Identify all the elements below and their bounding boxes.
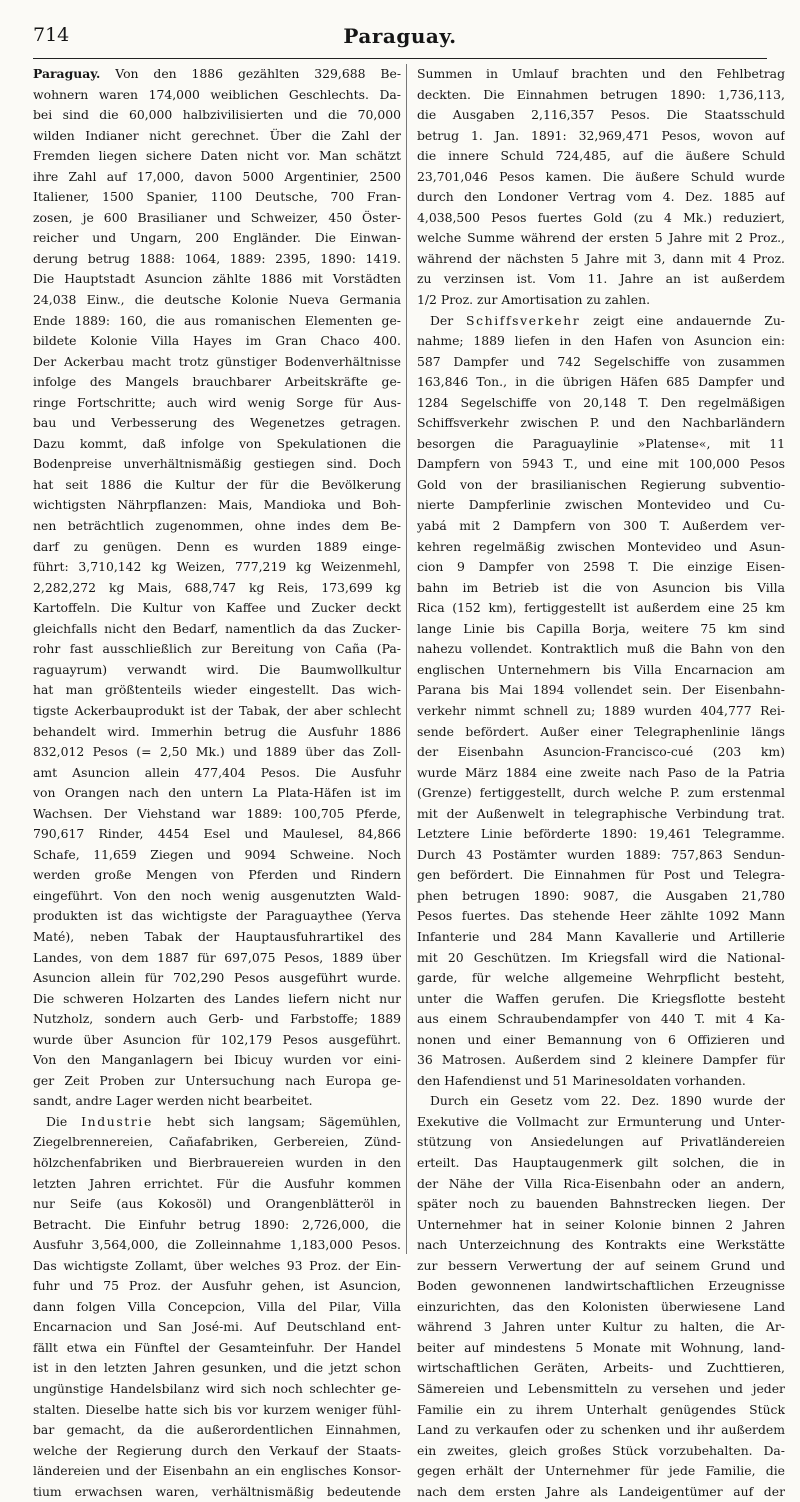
- line-text: ringe Fortschritte; auch wird wenig Sorge für Aus-: [33, 394, 401, 410]
- text-line: [33, 598, 401, 619]
- line-text: wurde März 1884 eine zweite nach Paso de la Patria: [417, 764, 785, 780]
- header-rule: [33, 58, 767, 59]
- line-text: cion 9 Dampfer von 2598 T. Die einzige Eisen-: [417, 559, 785, 575]
- line-text: Italiener, 1500 Spanier, 1100 Deutsche, 700 Fran-: [33, 189, 401, 205]
- column-divider: [406, 64, 407, 1254]
- line-text: später noch zu bauenden Bahnstrecken liegen. Der: [417, 1196, 785, 1212]
- text-line: [417, 105, 785, 126]
- line-text: rohr fast ausschließlich zur Bereitung von Caña (Pa-: [33, 641, 401, 657]
- line-text: gen befördert. Die Einnahmen für Post und Telegra-: [417, 867, 785, 883]
- text-line: [33, 1461, 401, 1482]
- text-line: [417, 1441, 785, 1462]
- text-line: [33, 1194, 401, 1215]
- line-text: kehren regelmäßig zwischen Montevideo und Asun-: [417, 538, 785, 554]
- text-line: [417, 968, 785, 989]
- line-text: einzurichten, das den Kolonisten überwiesene Land: [417, 1298, 785, 1314]
- line-text: hat man größtenteils wieder eingestellt. Das wich-: [33, 682, 401, 698]
- text-line: [33, 1050, 401, 1071]
- text-line: [33, 557, 401, 578]
- line-text: nur Seife (aus Kokosöl) und Orangenblätteröl in: [33, 1196, 401, 1212]
- line-text: während 3 Jahren unter Kultur zu halten, die Ar-: [417, 1319, 785, 1335]
- text-line: [33, 906, 401, 927]
- text-line: [33, 352, 401, 373]
- line-text: während der nächsten 5 Jahre mit 3, dann mit 4 Proz.: [417, 250, 785, 266]
- text-line: [33, 537, 401, 558]
- line-text: Sämereien und Lebensmitteln zu versehen und jeder: [417, 1381, 785, 1396]
- text-line: [33, 701, 401, 722]
- line-text: Dazu kommt, daß infolge von Spekulationen die: [33, 435, 401, 451]
- text-line: [417, 516, 785, 537]
- line-text: hebt sich langsam; Sägemühlen,: [152, 1113, 401, 1129]
- line-text: behandelt wird. Immerhin betrug die Ausfuhr 1886: [33, 723, 401, 739]
- line-text: 24,038 Einw., die deutsche Kolonie Nueva Germania: [33, 292, 401, 308]
- line-prefix: Der: [430, 312, 467, 328]
- text-line: [417, 927, 785, 948]
- line-text: Infanterie und 284 Mann Kavallerie und Artillerie: [417, 928, 785, 944]
- text-line: [33, 948, 401, 969]
- text-line: [33, 413, 401, 434]
- line-text: 832,012 Pesos (= 2,50 Mk.) und 1889 über das Zoll-: [33, 744, 401, 760]
- text-line: [417, 1030, 785, 1051]
- line-text: Maté), neben Tabak der Hauptausfuhrartikel des: [33, 928, 401, 944]
- text-line: [417, 1482, 785, 1502]
- text-line: [417, 804, 785, 825]
- line-text: Von den 1886 gezählten 329,688 Be-: [100, 66, 401, 81]
- line-text: tigste Ackerbauprodukt ist der Tabak, der aber schlecht: [33, 702, 401, 718]
- line-text: ihre Zahl auf 17,000, davon 5000 Argentinier, 2500: [33, 168, 401, 184]
- text-line: [417, 1194, 785, 1215]
- text-line: [33, 1235, 401, 1256]
- line-text: yabá mit 2 Dampfern von 300 T. Außerdem ver-: [417, 518, 785, 534]
- text-line: [33, 64, 401, 85]
- line-prefix: Die: [46, 1113, 82, 1129]
- line-text: Kartoffeln. Die Kultur von Kaffee und Zucker deckt: [33, 600, 401, 616]
- line-text: bar gemacht, da die außerordentlichen Einnahmen,: [33, 1422, 401, 1438]
- line-text: produkten ist das wichtigste der Paraguaythee (Yerva: [33, 908, 401, 924]
- text-line: [417, 824, 785, 845]
- line-text: 2,282,272 kg Mais, 688,747 kg Reis, 173,699 kg: [33, 579, 401, 595]
- text-line: [33, 393, 401, 414]
- line-text: phen betrugen 1890: 9087, die Ausgaben 21,780: [417, 887, 785, 903]
- text-line: [33, 824, 401, 845]
- line-text: garde, für welche allgemeine Wehrpflicht besteht,: [417, 970, 785, 986]
- article-lemma: Paraguay.: [33, 66, 101, 81]
- text-line: [417, 1112, 785, 1133]
- line-text: ger Zeit Proben zur Untersuchung nach Europa ge-: [33, 1072, 401, 1088]
- line-text: lange Linie bis Capilla Borja, weitere 75 km sind: [417, 620, 785, 636]
- line-text: Letztere Linie beförderte 1890: 19,461 Telegramme.: [417, 826, 785, 842]
- text-line: [33, 372, 401, 393]
- line-text: Schiffsverkehr zwischen P. und den Nachbarländern: [417, 415, 785, 431]
- text-line: [33, 126, 401, 147]
- text-line: [417, 722, 785, 743]
- text-line: [417, 475, 785, 496]
- text-line: [33, 167, 401, 188]
- section-keyword: Industrie: [81, 1113, 153, 1129]
- text-line: [33, 1420, 401, 1441]
- text-line: [417, 249, 785, 270]
- line-text: zeigt eine andauernde Zu-: [580, 312, 785, 328]
- line-text: Ziegelbrennereien, Cañafabriken, Gerbereien, Zünd-: [33, 1134, 401, 1150]
- line-text: nach dem ersten Jahre als Landeigentümer auf der: [417, 1483, 785, 1499]
- left-column: [33, 64, 401, 1502]
- line-text: ein zweites, gleich großes Stück vorzubehalten. Da-: [417, 1442, 785, 1458]
- text-line: [33, 1256, 401, 1277]
- line-text: hat seit 1886 die Kultur der für die Bevölkerung: [33, 476, 401, 492]
- text-line: [417, 1420, 785, 1441]
- line-text: Rica (152 km), fertiggestellt ist außerdem eine 25 km: [417, 600, 785, 616]
- text-line: [417, 290, 785, 311]
- text-line: [33, 1276, 401, 1297]
- text-line: [33, 187, 401, 208]
- text-line: [417, 537, 785, 558]
- text-line: [417, 1174, 785, 1195]
- line-text: darf zu genügen. Denn es wurden 1889 einge-: [33, 538, 401, 554]
- text-line: [417, 187, 785, 208]
- line-text: eingeführt. Von den noch wenig ausgenutzten Wald-: [33, 887, 401, 903]
- text-line: [417, 393, 785, 414]
- line-text: dann folgen Villa Concepcion, Villa del Pilar, Villa: [33, 1298, 401, 1314]
- text-line: [417, 1050, 785, 1071]
- line-text: Unternehmer hat in seiner Kolonie binnen 2 Jahren: [417, 1216, 785, 1232]
- line-text: aus einem Schraubendampfer von 440 T. mit 4 Ka-: [417, 1011, 785, 1027]
- line-text: welche der Regierung durch den Verkauf der Staats-: [33, 1442, 401, 1458]
- text-line: [33, 1482, 401, 1502]
- text-line: [417, 557, 785, 578]
- text-line: [33, 989, 401, 1010]
- line-text: mit der Außenwelt in telegraphische Verbindung trat.: [417, 805, 785, 821]
- text-line: [417, 372, 785, 393]
- text-line: [417, 1215, 785, 1236]
- text-line: [33, 1174, 401, 1195]
- text-line: [417, 331, 785, 352]
- text-line: [33, 660, 401, 681]
- line-text: stalten. Dieselbe hatte sich bis vor kurzem weniger fühl-: [33, 1401, 401, 1417]
- text-line: [417, 948, 785, 969]
- line-text: zu verzinsen ist. Vom 11. Jahre an ist außerdem: [417, 271, 785, 287]
- text-line: [417, 1379, 785, 1400]
- text-line: [417, 454, 785, 475]
- text-line: [417, 167, 785, 188]
- line-text: zur bessern Verwertung der auf seinem Grund und: [417, 1257, 785, 1273]
- text-line: [33, 1132, 401, 1153]
- line-text: der Eisenbahn Asuncion-Francisco-cué (203 km): [417, 744, 785, 760]
- line-text: bau und Verbesserung des Wegenetzes getragen.: [33, 415, 401, 431]
- line-text: Gold von der brasilianischen Regierung subventio-: [417, 476, 785, 492]
- line-text: Nutzholz, sondern auch Gerb- und Farbstoffe; 1889: [33, 1011, 401, 1027]
- text-line: [417, 146, 785, 167]
- text-line: [417, 989, 785, 1010]
- text-line: [33, 208, 401, 229]
- text-line: [33, 804, 401, 825]
- text-line: [33, 1400, 401, 1421]
- page-number: 714: [33, 24, 70, 46]
- text-line: [33, 105, 401, 126]
- text-line: [33, 619, 401, 640]
- line-text: derung betrug 1888: 1064, 1889: 2395, 1890: 1419.: [33, 250, 401, 266]
- line-text: gleichfalls nicht den Bedarf, namentlich da das Zucker-: [33, 620, 401, 636]
- line-text: reicher und Ungarn, 200 Engländer. Die Einwan-: [33, 230, 401, 246]
- text-line: [417, 1276, 785, 1297]
- line-text: Schafe, 11,659 Ziegen und 9094 Schweine. Noch: [33, 846, 401, 862]
- line-text: nach Unterzeichnung des Kontrakts eine Werkstätte: [417, 1237, 785, 1253]
- text-line: [33, 680, 401, 701]
- line-text: erteilt. Das Hauptaugenmerk gilt solchen, die in: [417, 1154, 785, 1170]
- line-text: Ende 1889: 160, die aus romanischen Elementen ge-: [33, 312, 401, 328]
- line-text: fällt etwa ein Fünftel der Gesamteinfuhr. Der Handel: [33, 1339, 401, 1355]
- text-line: [417, 578, 785, 599]
- line-text: welche Summe während der ersten 5 Jahre mit 2 Proz.,: [417, 230, 785, 246]
- line-text: tium erwachsen waren, verhältnismäßig bedeutende: [33, 1483, 401, 1499]
- text-line: [33, 434, 401, 455]
- line-text: Von den Manganlagern bei Ibicuy wurden vor eini-: [33, 1052, 401, 1068]
- text-line: [417, 269, 785, 290]
- line-text: Familie ein zu ihrem Unterhalt genügendes Stück: [417, 1401, 785, 1417]
- text-line: [33, 516, 401, 537]
- line-text: (Grenze) fertiggestellt, durch welche P. zum erstenmal: [417, 785, 785, 801]
- line-text: 4,038,500 Pesos fuertes Gold (zu 4 Mk.) reduziert,: [417, 209, 785, 225]
- text-line: [33, 290, 401, 311]
- text-line: [33, 722, 401, 743]
- line-text: raguayrum) verwandt wird. Die Baumwollkultur: [33, 661, 401, 677]
- line-text: nierte Dampferlinie zwischen Montevideo und Cu-: [417, 497, 785, 513]
- text-line: [417, 64, 785, 85]
- line-text: 587 Dampfer und 742 Segelschiffe von zusammen: [417, 353, 785, 369]
- line-text: Betracht. Die Einfuhr betrug 1890: 2,726,000, die: [33, 1216, 401, 1232]
- section-keyword: Schiffsverkehr: [466, 312, 581, 328]
- text-line: [417, 680, 785, 701]
- text-line: [417, 701, 785, 722]
- text-line: [33, 146, 401, 167]
- text-line: [33, 454, 401, 475]
- text-line: [33, 1215, 401, 1236]
- line-text: nen beträchtlich zugenommen, ohne indes dem Be-: [33, 518, 401, 534]
- text-line: [33, 249, 401, 270]
- line-text: nahezu vollendet. Kontraktlich muß die Bahn von den: [417, 641, 785, 657]
- text-line: [33, 578, 401, 599]
- text-line: [33, 311, 401, 332]
- line-text: infolge des Mangels brauchbarer Arbeitskräfte ge-: [33, 374, 401, 390]
- text-line: [33, 1009, 401, 1030]
- text-line: [417, 352, 785, 373]
- line-text: ländereien und der Eisenbahn an ein englisches Konsor-: [33, 1463, 401, 1479]
- text-line: [417, 1071, 785, 1092]
- text-line: [417, 845, 785, 866]
- text-line: [33, 742, 401, 763]
- text-line: [417, 1317, 785, 1338]
- line-text: sandt, andre Lager werden nicht bearbeitet.: [33, 1093, 313, 1109]
- line-text: Die schweren Holzarten des Landes liefern nicht nur: [33, 990, 401, 1006]
- line-text: Boden gewonnenen landwirtschaftlichen Erzeugnisse: [417, 1278, 785, 1294]
- text-line: [417, 1297, 785, 1318]
- text-line: [33, 639, 401, 660]
- line-text: sende befördert. Außer einer Telegraphenlinie längs: [417, 723, 785, 739]
- text-line: [417, 660, 785, 681]
- line-text: wilden Indianer nicht gerechnet. Über die Zahl der: [33, 127, 401, 143]
- text-line: [33, 331, 401, 352]
- text-line: [417, 413, 785, 434]
- text-line: [33, 845, 401, 866]
- text-line: [33, 783, 401, 804]
- line-text: Land zu verkaufen oder zu schenken und ihr außerdem: [417, 1422, 785, 1438]
- line-text: Der Ackerbau macht trotz günstiger Bodenverhältnisse: [33, 353, 401, 369]
- line-text: 1284 Segelschiffe von 20,148 T. Den regelmäßigen: [417, 394, 785, 410]
- line-text: Dampfern von 5943 T., und eine mit 100,000 Pesos: [417, 456, 785, 472]
- line-text: durch den Londoner Vertrag vom 4. Dez. 1885 auf: [417, 189, 785, 205]
- line-text: werden große Mengen von Pferden und Rindern: [33, 867, 401, 883]
- line-text: die Ausgaben 2,116,357 Pesos. Die Staatsschuld: [417, 107, 785, 123]
- line-text: ungünstige Handelsbilanz wird sich noch schlechter ge-: [33, 1381, 401, 1396]
- text-line: [417, 1461, 785, 1482]
- text-line: [33, 1441, 401, 1462]
- text-line: [33, 927, 401, 948]
- text-line: [33, 228, 401, 249]
- line-text: stützung von Ansiedelungen auf Privatländereien: [417, 1134, 785, 1150]
- line-text: der Nähe der Villa Rica-Eisenbahn oder an andern,: [417, 1175, 785, 1191]
- text-line: [33, 865, 401, 886]
- line-text: wichtigsten Nährpflanzen: Mais, Mandioka und Boh-: [33, 497, 401, 513]
- line-text: verkehr nimmt schnell zu; 1889 wurden 404,777 Rei-: [417, 702, 785, 718]
- line-text: Summen in Umlauf brachten und den Fehlbetrag: [417, 66, 785, 81]
- line-text: die innere Schuld 724,485, auf die äußere Schuld: [417, 148, 785, 164]
- line-text: den Hafendienst und 51 Marinesoldaten vorhanden.: [417, 1072, 746, 1088]
- line-text: 36 Matrosen. Außerdem sind 2 kleinere Dampfer für: [417, 1052, 785, 1068]
- line-text: fuhr und 75 Proz. der Ausfuhr gehen, ist Asuncion,: [33, 1278, 401, 1294]
- line-text: 163,846 Ton., in die übrigen Häfen 685 Dampfer und: [417, 374, 785, 390]
- line-text: bahn im Betrieb ist die von Asuncion bis Villa: [417, 579, 785, 595]
- line-text: ist in den letzten Jahren gesunken, und die jetzt schon: [33, 1360, 401, 1376]
- line-text: Exekutive die Vollmacht zur Ermunterung und Unter-: [417, 1113, 785, 1129]
- line-text: 23,701,046 Pesos kamen. Die äußere Schuld wurde: [417, 168, 785, 184]
- text-line: [33, 1112, 401, 1133]
- text-line: [417, 126, 785, 147]
- line-text: unter die Waffen gerufen. Die Kriegsflotte besteht: [417, 990, 785, 1006]
- text-line: [417, 1338, 785, 1359]
- text-line: [33, 1317, 401, 1338]
- text-line: [417, 783, 785, 804]
- line-text: 790,617 Rinder, 4454 Esel und Maulesel, 84,866: [33, 826, 401, 842]
- line-text: zosen, je 600 Brasilianer und Schweizer, 450 Öster-: [33, 209, 401, 225]
- text-line: [417, 228, 785, 249]
- text-line: [33, 85, 401, 106]
- text-line: [33, 968, 401, 989]
- text-line: [417, 865, 785, 886]
- line-text: bei sind die 60,000 halbzivilisierten und die 70,000: [33, 107, 401, 123]
- line-text: Landes, von dem 1887 für 697,075 Pesos, 1889 über: [33, 949, 401, 965]
- line-text: Durch ein Gesetz vom 22. Dez. 1890 wurde der: [430, 1093, 785, 1109]
- text-line: [33, 269, 401, 290]
- line-text: Encarnacion und San José-mi. Auf Deutschland ent-: [33, 1319, 401, 1335]
- line-text: letzten Jahren errichtet. Für die Ausfuhr kommen: [33, 1175, 401, 1191]
- text-line: [417, 1091, 785, 1112]
- line-text: von Orangen nach den untern La Plata-Häfen ist im: [33, 785, 401, 801]
- text-line: [417, 763, 785, 784]
- text-line: [33, 1379, 401, 1400]
- line-text: führt: 3,710,142 kg Weizen, 777,219 kg Weizenmehl,: [33, 559, 401, 575]
- line-text: wirtschaftlichen Geräten, Arbeits- und Zuchttieren,: [417, 1360, 785, 1376]
- line-text: wurde über Asuncion für 102,179 Pesos ausgeführt.: [33, 1031, 401, 1047]
- text-line: [33, 886, 401, 907]
- line-text: mit 20 Geschützen. Im Kriegsfall wird die National-: [417, 949, 785, 965]
- text-line: [417, 1358, 785, 1379]
- line-text: Pesos fuertes. Das stehende Heer zählte 1092 Mann: [417, 908, 785, 924]
- text-line: [33, 1030, 401, 1051]
- line-text: Parana bis Mai 1894 vollendet sein. Der Eisenbahn-: [417, 682, 785, 698]
- text-line: [417, 495, 785, 516]
- line-text: besorgen die Paraguaylinie »Platense«, mit 11: [417, 435, 785, 451]
- line-text: Die Hauptstadt Asuncion zählte 1886 mit Vorstädten: [33, 271, 401, 287]
- text-line: [417, 434, 785, 455]
- text-line: [417, 639, 785, 660]
- line-text: Durch 43 Postämter wurden 1889: 757,863 Sendun-: [417, 846, 785, 862]
- line-text: deckten. Die Einnahmen betrugen 1890: 1,736,113,: [417, 86, 785, 102]
- line-text: beiter auf mindestens 5 Monate mit Wohnung, land-: [417, 1339, 785, 1355]
- text-line: [417, 1400, 785, 1421]
- text-line: [417, 1009, 785, 1030]
- line-text: Das wichtigste Zollamt, über welches 93 Proz. der Ein-: [33, 1257, 401, 1273]
- line-text: 1/2 Proz. zur Amortisation zu zahlen.: [417, 292, 651, 308]
- text-line: [33, 1091, 401, 1112]
- line-text: nahme; 1889 liefen in den Hafen von Asuncion ein:: [417, 333, 785, 349]
- text-line: [417, 619, 785, 640]
- text-line: [33, 495, 401, 516]
- right-column: [417, 64, 785, 1502]
- text-line: [33, 1358, 401, 1379]
- line-text: hölzchenfabriken und Bierbrauereien wurden in den: [33, 1154, 401, 1170]
- line-text: bildete Kolonie Villa Hayes im Gran Chaco 400.: [33, 333, 401, 349]
- text-line: [417, 1256, 785, 1277]
- text-line: [417, 906, 785, 927]
- line-text: nonen und einer Bemannung von 6 Offizieren und: [417, 1031, 785, 1047]
- text-line: [417, 886, 785, 907]
- line-text: gegen erhält der Unternehmer für jede Familie, die: [417, 1463, 785, 1479]
- text-line: [417, 742, 785, 763]
- line-text: betrug 1. Jan. 1891: 32,969,471 Pesos, wovon auf: [417, 127, 785, 143]
- text-line: [33, 475, 401, 496]
- line-text: Ausfuhr 3,564,000, die Zolleinnahme 1,183,000 Pesos.: [33, 1237, 401, 1253]
- text-line: [417, 208, 785, 229]
- line-text: wohnern waren 174,000 weiblichen Geschlechts. Da-: [33, 86, 401, 102]
- running-title: Paraguay.: [343, 24, 457, 48]
- text-line: [417, 85, 785, 106]
- text-line: [33, 1071, 401, 1092]
- line-text: Wachsen. Der Viehstand war 1889: 100,705 Pferde,: [33, 805, 401, 821]
- text-line: [33, 1297, 401, 1318]
- text-line: [417, 311, 785, 332]
- line-text: Bodenpreise unverhältnismäßig gestiegen sind. Doch: [33, 456, 401, 472]
- text-line: [33, 1338, 401, 1359]
- text-line: [417, 1153, 785, 1174]
- line-text: amt Asuncion allein 477,404 Pesos. Die Ausfuhr: [33, 764, 401, 780]
- text-line: [417, 598, 785, 619]
- line-text: Asuncion allein für 702,290 Pesos ausgeführt wurde.: [33, 970, 401, 986]
- line-text: englischen Unternehmern bis Villa Encarnacion am: [417, 661, 785, 677]
- text-line: [417, 1132, 785, 1153]
- text-line: [417, 1235, 785, 1256]
- page-header: [33, 24, 767, 56]
- text-line: [33, 763, 401, 784]
- text-line: [33, 1153, 401, 1174]
- line-text: Fremden liegen sichere Daten nicht vor. Man schätzt: [33, 148, 401, 164]
